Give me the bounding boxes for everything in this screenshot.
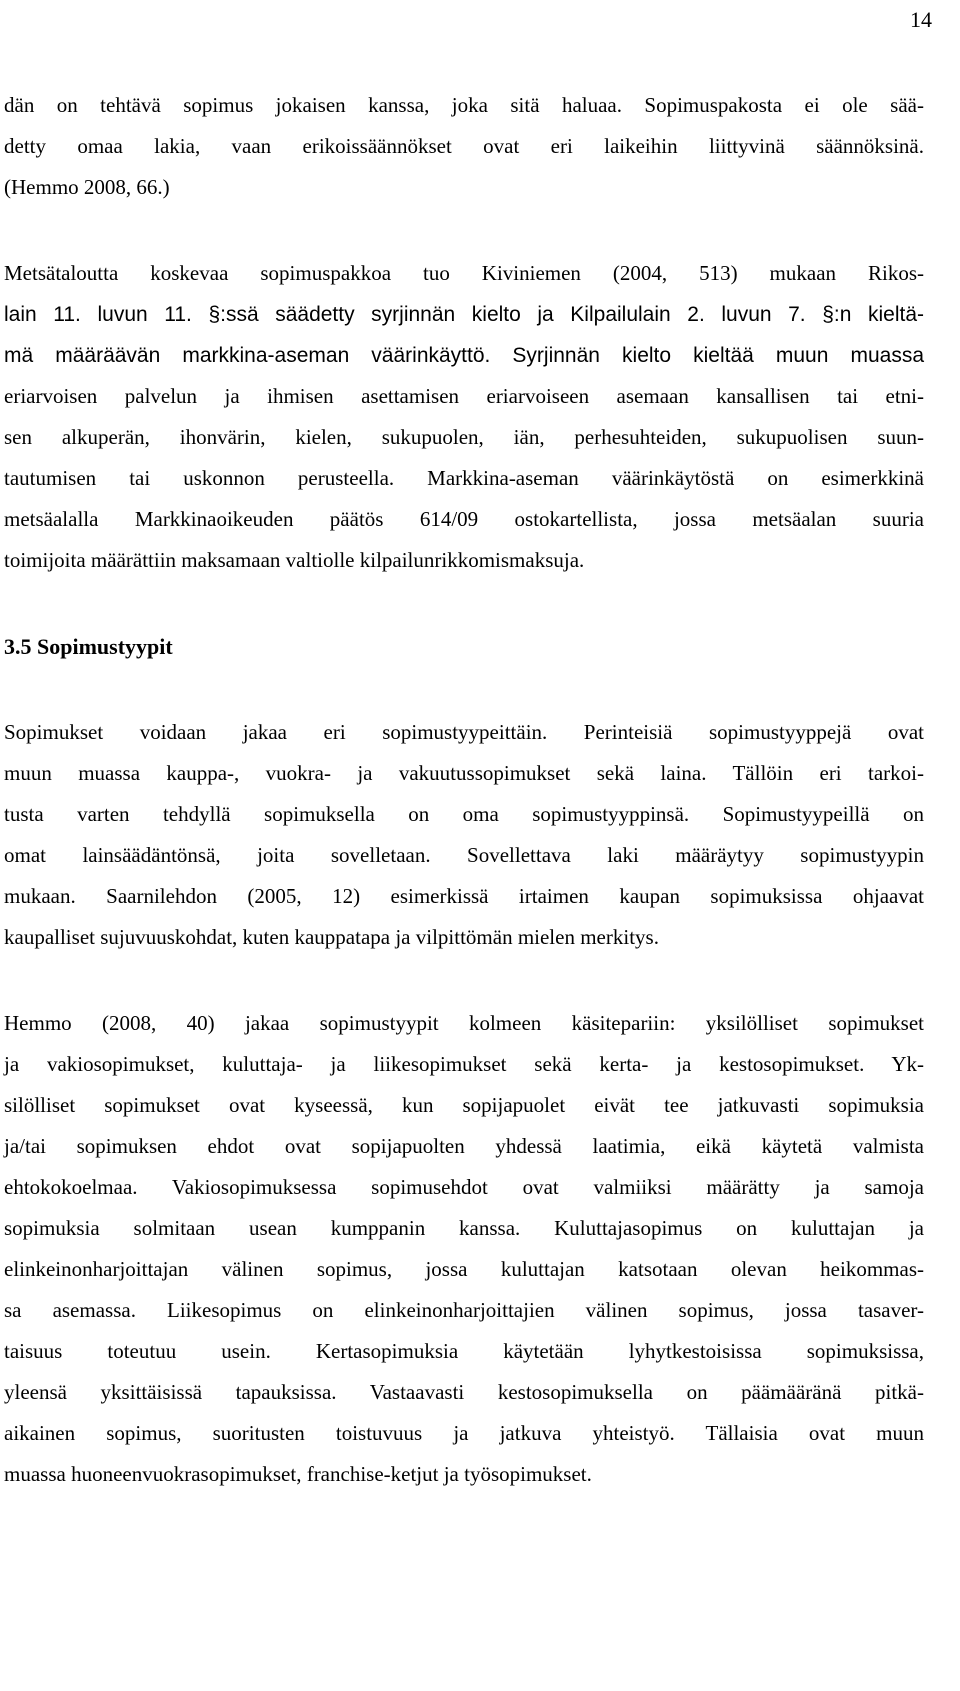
text-line: sa asemassa. Liikesopimus on elinkeinonharjoittajien välinen sopimus, jossa tasaver- <box>4 1298 924 1322</box>
text-line: lain 11. luvun 11. §:ssä säädetty syrjinnän kielto ja Kilpailulain 2. luvun 7. §:n kieltä- <box>4 303 924 326</box>
text-line: silölliset sopimukset ovat kyseessä, kun sopijapuolet eivät tee jatkuvasti sopimuksia <box>4 1093 924 1117</box>
text-line: Metsätaloutta koskevaa sopimuspakkoa tuo Kiviniemen (2004, 513) mukaan Rikos- <box>4 261 924 285</box>
document-body <box>4 85 924 1495</box>
text-line: sen alkuperän, ihonvärin, kielen, sukupuolen, iän, perhesuhteiden, sukupuolisen suun- <box>4 425 924 449</box>
page-number: 14 <box>910 7 932 32</box>
section-heading: 3.5 Sopimustyypit <box>4 634 173 659</box>
text-line: detty omaa lakia, vaan erikoissäännökset ovat eri laikeihin liittyvinä säännöksinä. <box>4 134 924 158</box>
text-line: mukaan. Saarnilehdon (2005, 12) esimerkissä irtaimen kaupan sopimuksissa ohjaavat <box>4 884 924 908</box>
text-line: Hemmo (2008, 40) jakaa sopimustyypit kolmeen käsitepariin: yksilölliset sopimukset <box>4 1011 924 1035</box>
text-line: tusta varten tehdyllä sopimuksella on oma sopimustyyppinsä. Sopimustyypeillä on <box>4 802 924 826</box>
text-line: muun muassa kauppa-, vuokra- ja vakuutussopimukset sekä laina. Tällöin eri tarkoi- <box>4 761 924 785</box>
text-line: aikainen sopimus, suoritusten toistuvuus ja jatkuva yhteistyö. Tällaisia ovat muun <box>4 1421 924 1445</box>
text-line: toimijoita määrättiin maksamaan valtiolle kilpailunrikkomismaksuja. <box>4 548 585 572</box>
text-line: omat lainsäädäntönsä, joita sovelletaan. Sovellettava laki määräytyy sopimustyypin <box>4 843 924 867</box>
text-line: yleensä yksittäisissä tapauksissa. Vastaavasti kestosopimuksella on päämääränä pitkä- <box>4 1380 924 1404</box>
text-line: kaupalliset sujuvuuskohdat, kuten kauppatapa ja vilpittömän mielen merkitys. <box>4 925 659 949</box>
text-line: eriarvoisen palvelun ja ihmisen asettamisen eriarvoiseen asemaan kansallisen tai etni- <box>4 384 924 408</box>
text-line: Sopimukset voidaan jakaa eri sopimustyypeittäin. Perinteisiä sopimustyyppejä ovat <box>4 720 924 744</box>
text-line: ja vakiosopimukset, kuluttaja- ja liikesopimukset sekä kerta- ja kestosopimukset. Yk- <box>4 1052 924 1076</box>
text-line: elinkeinonharjoittajan välinen sopimus, jossa kuluttajan katsotaan olevan heikommas- <box>4 1257 924 1281</box>
paragraph-3 <box>4 712 924 958</box>
paragraph-1 <box>4 85 924 208</box>
text-line: dän on tehtävä sopimus jokaisen kanssa, joka sitä haluaa. Sopimuspakosta ei ole sää- <box>4 93 924 117</box>
text-line: mä määräävän markkina-aseman väärinkäyttö. Syrjinnän kielto kieltää muun muassa <box>4 344 924 367</box>
text-line: metsäalalla Markkinaoikeuden päätös 614/09 ostokartellista, jossa metsäalan suuria <box>4 507 924 531</box>
paragraph-4 <box>4 1003 924 1495</box>
paragraph-2 <box>4 253 924 581</box>
text-line: ja/tai sopimuksen ehdot ovat sopijapuolten yhdessä laatimia, eikä käytetä valmista <box>4 1134 924 1158</box>
text-line: (Hemmo 2008, 66.) <box>4 175 170 199</box>
text-line: tautumisen tai uskonnon perusteella. Markkina-aseman väärinkäytöstä on esimerkkinä <box>4 466 924 490</box>
text-line: taisuus toteutuu usein. Kertasopimuksia käytetään lyhytkestoisissa sopimuksissa, <box>4 1339 924 1363</box>
text-line: ehtokokoelmaa. Vakiosopimuksessa sopimusehdot ovat valmiiksi määrätty ja samoja <box>4 1175 924 1199</box>
text-line: muassa huoneenvuokrasopimukset, franchise-ketjut ja työsopimukset. <box>4 1462 592 1486</box>
text-line: sopimuksia solmitaan usean kumppanin kanssa. Kuluttajasopimus on kuluttajan ja <box>4 1216 924 1240</box>
